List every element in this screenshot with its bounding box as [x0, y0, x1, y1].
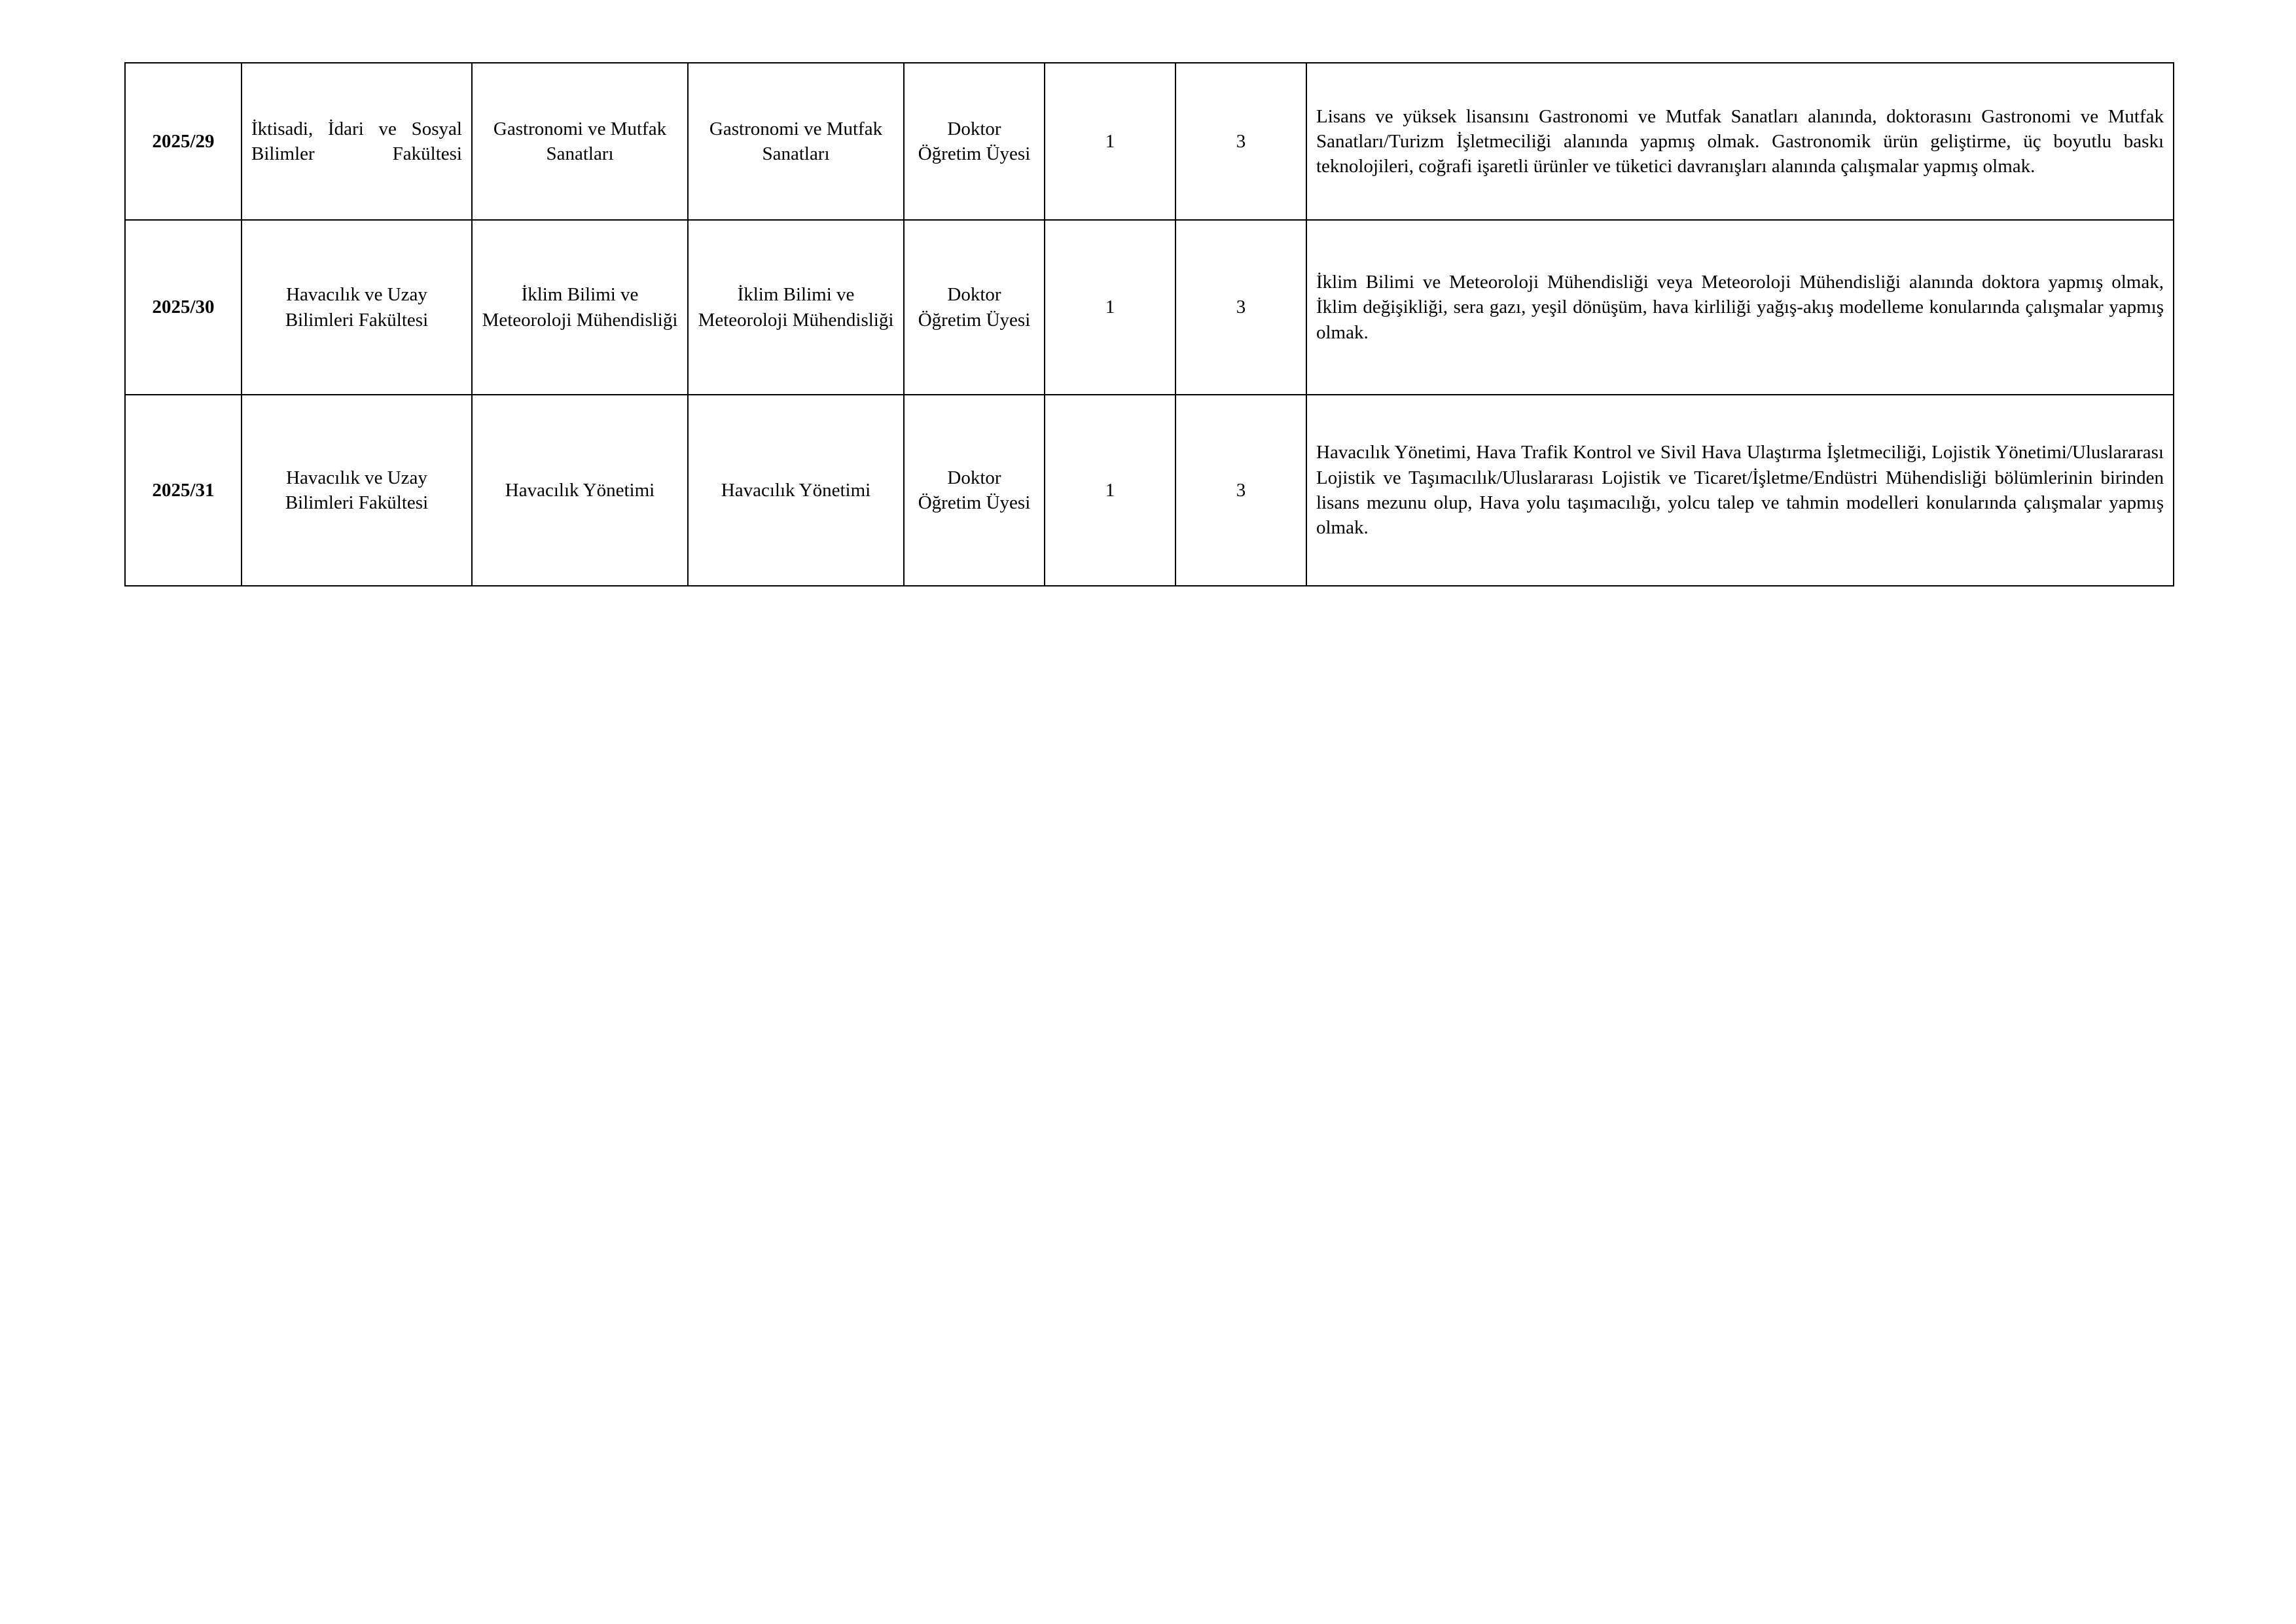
cell-title: Doktor Öğretim Üyesi [904, 63, 1045, 220]
cell-program: Havacılık Yönetimi [688, 395, 904, 586]
cell-announcement-code: 2025/30 [125, 220, 242, 395]
cell-count: 1 [1045, 395, 1175, 586]
cell-description: Lisans ve yüksek lisansını Gastronomi ve Mutfak Sanatları alanında, doktorasını Gastronomi ve Mutfak Sanatları/Turizm İşletmeciliği alanında yapmış olmak. Gastronomik ürün geliştirme, üç boyutlu baskı teknolojileri, coğrafi işaretli ürünler ve tüketici davranışları alanında çalışmalar yapmış olmak. [1306, 63, 2174, 220]
table-row [125, 395, 2174, 586]
cell-grade: 3 [1175, 63, 1306, 220]
cell-grade: 3 [1175, 395, 1306, 586]
cell-description: Havacılık Yönetimi, Hava Trafik Kontrol ve Sivil Hava Ulaştırma İşletmeciliği, Lojistik Yönetimi/Uluslararası Lojistik ve Taşımacılık/Uluslararası Lojistik ve Ticaret/İşletme/Endüstri Mühendisliği bölümlerinin birinden lisans mezunu olup, Hava yolu taşımacılığı, yolcu talep ve tahmin modelleri konularında çalışmalar yapmış olmak. [1306, 395, 2174, 586]
cell-count: 1 [1045, 220, 1175, 395]
cell-title: Doktor Öğretim Üyesi [904, 395, 1045, 586]
cell-department: Havacılık Yönetimi [472, 395, 688, 586]
cell-department: İklim Bilimi ve Meteoroloji Mühendisliği [472, 220, 688, 395]
cell-grade: 3 [1175, 220, 1306, 395]
cell-description: İklim Bilimi ve Meteoroloji Mühendisliği veya Meteoroloji Mühendisliği alanında doktora yapmış olmak, İklim değişikliği, sera gazı, yeşil dönüşüm, hava kirliliği yağış-akış modelleme konularında çalışmalar yapmış olmak. [1306, 220, 2174, 395]
table-row [125, 220, 2174, 395]
cell-department: Gastronomi ve Mutfak Sanatları [472, 63, 688, 220]
cell-announcement-code: 2025/29 [125, 63, 242, 220]
cell-faculty: İktisadi, İdari ve Sosyal Bilimler Fakültesi [242, 63, 472, 220]
academic-positions-table [124, 62, 2174, 586]
cell-faculty: Havacılık ve Uzay Bilimleri Fakültesi [242, 395, 472, 586]
cell-program: Gastronomi ve Mutfak Sanatları [688, 63, 904, 220]
cell-announcement-code: 2025/31 [125, 395, 242, 586]
cell-count: 1 [1045, 63, 1175, 220]
cell-program: İklim Bilimi ve Meteoroloji Mühendisliği [688, 220, 904, 395]
cell-title: Doktor Öğretim Üyesi [904, 220, 1045, 395]
cell-faculty: Havacılık ve Uzay Bilimleri Fakültesi [242, 220, 472, 395]
table-row [125, 63, 2174, 220]
